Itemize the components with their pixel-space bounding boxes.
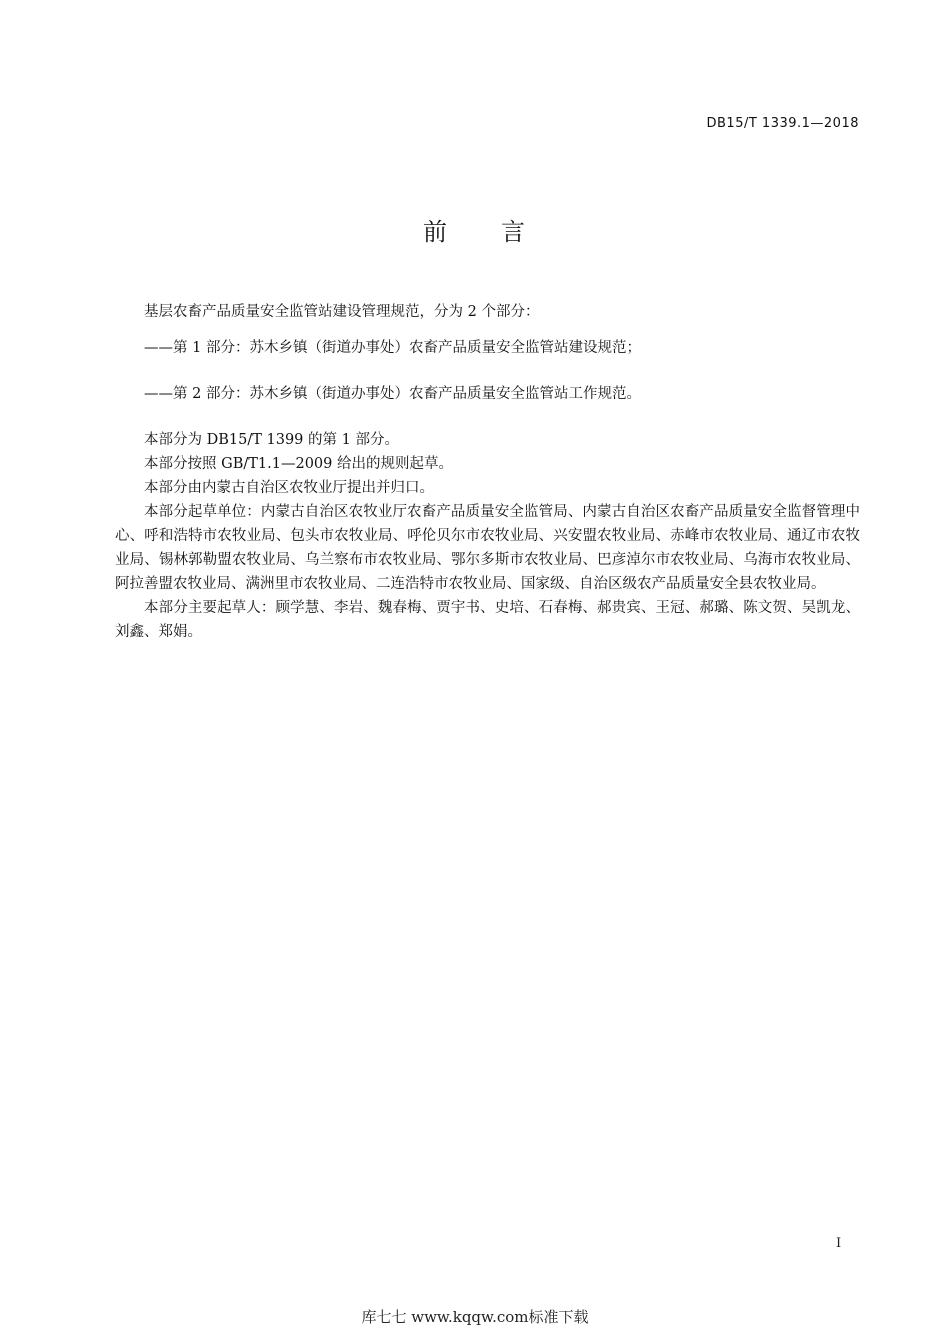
list-item-part2: ——第 2 部分：苏木乡镇（街道办事处）农畜产品质量安全监管站工作规范。 [144,386,641,402]
drafting-units-paragraph: 本部分起草单位：内蒙古自治区农牧业厅农畜产品质量安全监管局、内蒙古自治区农畜产品质量安全监督管理中心、呼和浩特市农牧业局、包头市农牧业局、呼伦贝尔市农牧业局、兴安盟农牧业局、赤峰市农牧业局、通辽市农牧业局、锡林郭勒盟农牧业局、乌兰察布市农牧业局、鄂尔多斯市农牧业局、巴彦淖尔市农牧业局、乌海市农牧业局、阿拉善盟农牧业局、满洲里市农牧业局、二连浩特市农牧业局、国家级、自治区级农产品质量安全县农牧业局。 [115,504,860,592]
proposer-paragraph: 本部分由内蒙古自治区农牧业厅提出并归口。 [144,480,434,496]
drafters-paragraph: 本部分主要起草人：顾学慧、李岩、魏春梅、贾宇书、史培、石春梅、郝贵宾、王冠、郝璐、陈文贺、吴凯龙、刘鑫、郑娟。 [115,600,860,640]
document-code: DB15/T 1339.1—2018 [706,116,859,131]
download-watermark: 库七七 www.kqqw.com标准下载 [361,1308,589,1326]
intro-paragraph: 基层农畜产品质量安全监管站建设管理规范，分为 2 个部分： [144,304,540,320]
page-title: 前 言 [423,218,527,246]
list-item-part1: ——第 1 部分：苏木乡镇（街道办事处）农畜产品质量安全监管站建设规范； [144,340,641,356]
drafting-rule-paragraph: 本部分按照 GB/T1.1—2009 给出的规则起草。 [144,456,453,472]
page-number: I [836,1236,842,1251]
foreword-body [115,300,860,644]
this-part-paragraph: 本部分为 DB15/T 1399 的第 1 部分。 [144,432,399,448]
